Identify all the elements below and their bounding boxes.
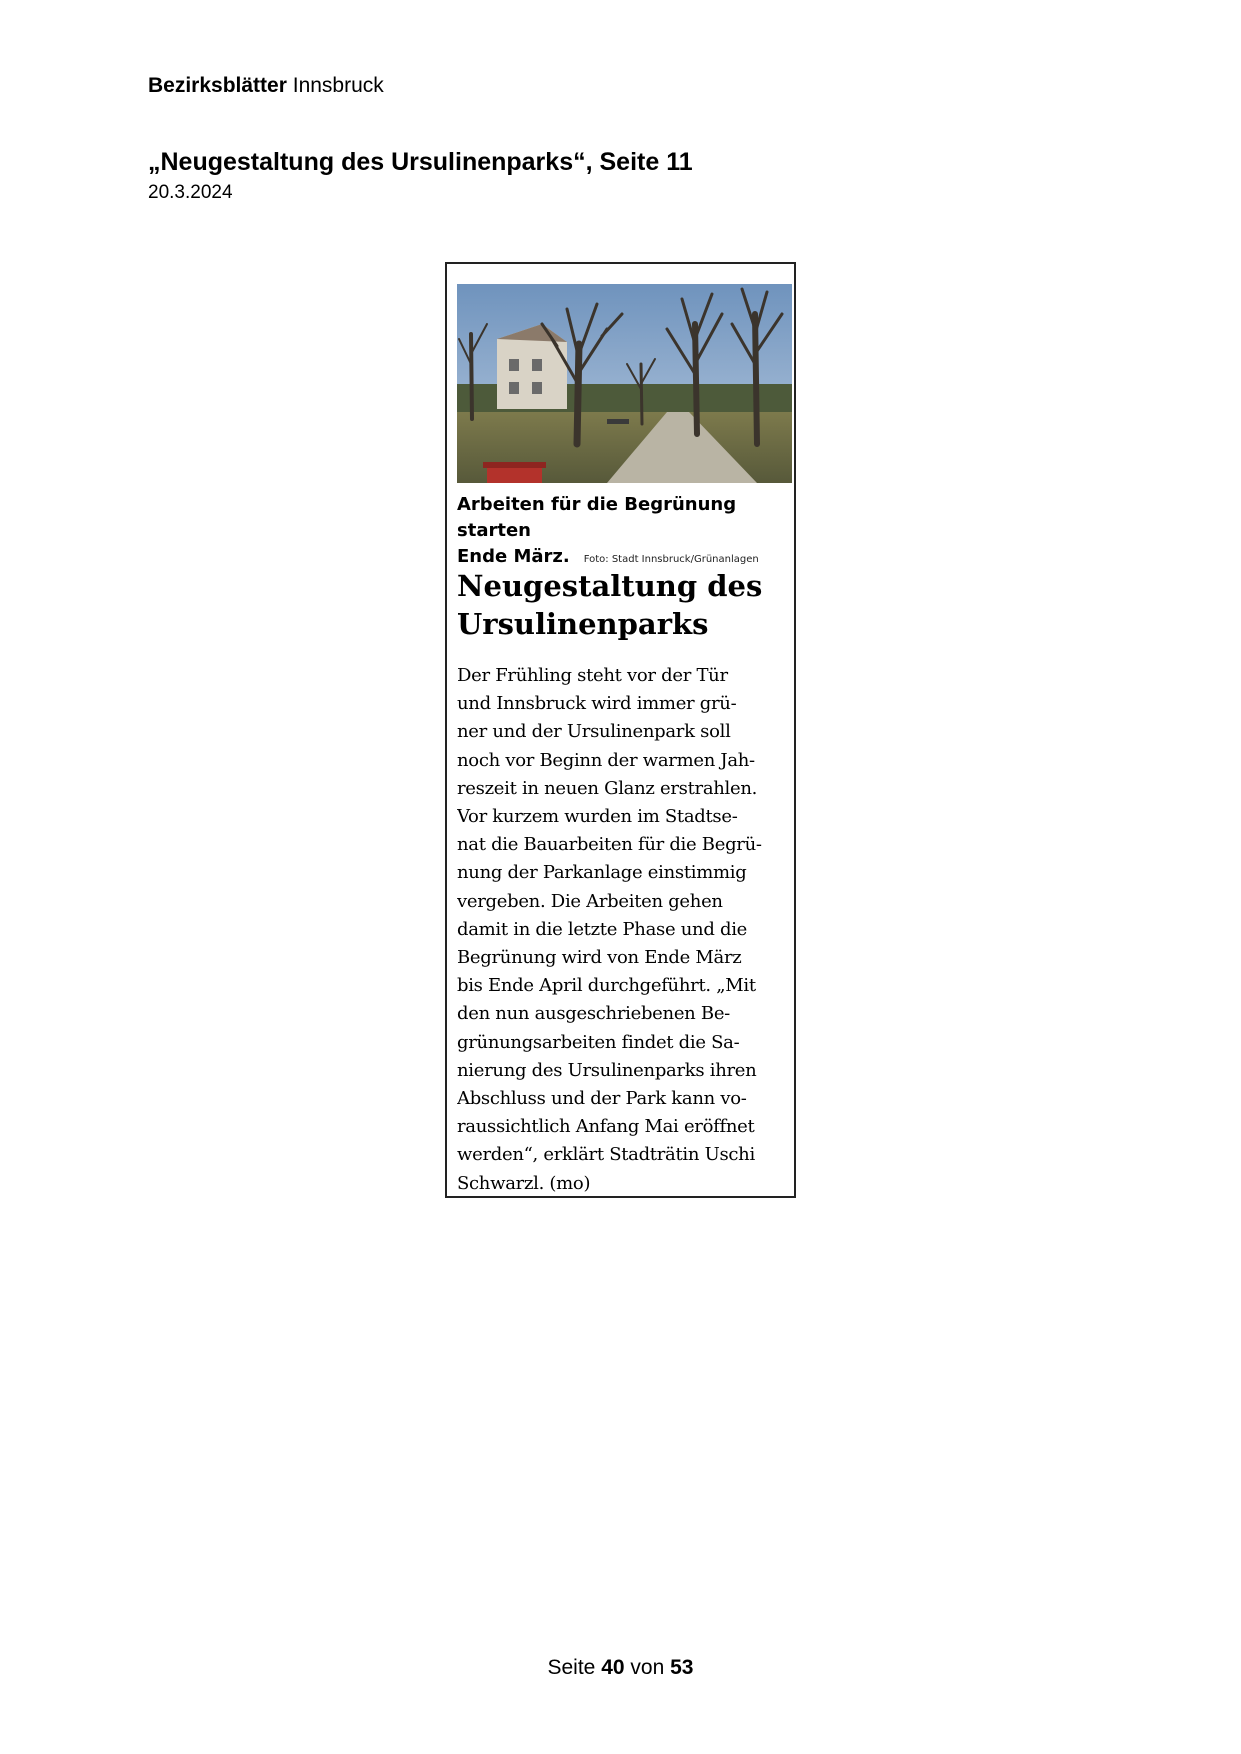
article-body-line: nung der Parkanlage einstimmig — [457, 862, 747, 884]
article-body-line: und Innsbruck wird immer grü- — [457, 693, 737, 715]
footer-middle: von — [630, 1656, 665, 1679]
article-body-line: den nun ausgeschriebenen Be- — [457, 1003, 730, 1025]
article-title — [457, 567, 792, 643]
photo-caption — [457, 492, 792, 573]
page-footer — [0, 1656, 1241, 1680]
article-body-line: noch vor Beginn der warmen Jah- — [457, 749, 755, 771]
publication-name-bold: Bezirksblätter — [148, 74, 287, 97]
article-body-line: bis Ende April durchgeführt. „Mit — [457, 975, 756, 997]
article-body-line: Begrünung wird von Ende März — [457, 947, 742, 969]
article-body-line: ner und der Ursulinenpark soll — [457, 721, 731, 743]
park-photo-icon — [457, 284, 792, 483]
article-body-line: Schwarzl. (mo) — [457, 1172, 591, 1194]
caption-line-1: Arbeiten für die Begrünung starten — [457, 494, 737, 541]
publication-name — [148, 74, 384, 98]
article-body-line: grünungsarbeiten findet die Sa- — [457, 1031, 740, 1053]
article-body-line: Abschluss und der Park kann vo- — [457, 1088, 747, 1110]
article-body-line: reszeit in neuen Glanz erstrahlen. — [457, 777, 758, 799]
footer-total-pages: 53 — [670, 1656, 694, 1679]
footer-prefix: Seite — [547, 1656, 596, 1679]
photo-credit: Foto: Stadt Innsbruck/Grünanlagen — [583, 554, 759, 565]
document-headline: „Neugestaltung des Ursulinenparks“, Seite 11 — [148, 148, 693, 176]
article-body-line: vergeben. Die Arbeiten gehen — [457, 890, 723, 912]
publication-name-rest: Innsbruck — [292, 74, 384, 97]
newspaper-clipping — [445, 262, 796, 1198]
article-title-line-1: Neugestaltung des — [457, 569, 763, 603]
article-body-line: Der Frühling steht vor der Tür — [457, 665, 728, 686]
article-title-line-2: Ursulinenparks — [457, 607, 709, 641]
article-body-line: werden“, erklärt Stadträtin Uschi — [457, 1144, 755, 1166]
article-body-line: raussichtlich Anfang Mai eröffnet — [457, 1116, 755, 1138]
article-body — [457, 662, 792, 1198]
article-body-line: Vor kurzem wurden im Stadtse- — [457, 806, 738, 828]
article-body-line: damit in die letzte Phase und die — [457, 918, 748, 940]
publication-date: 20.3.2024 — [148, 182, 233, 203]
caption-line-2-text: Ende März. — [457, 546, 570, 567]
footer-page-number: 40 — [601, 1656, 625, 1679]
article-body-line: nat die Bauarbeiten für die Begrü- — [457, 834, 762, 856]
park-photo — [457, 284, 792, 483]
article-body-line: nierung des Ursulinenparks ihren — [457, 1059, 757, 1081]
